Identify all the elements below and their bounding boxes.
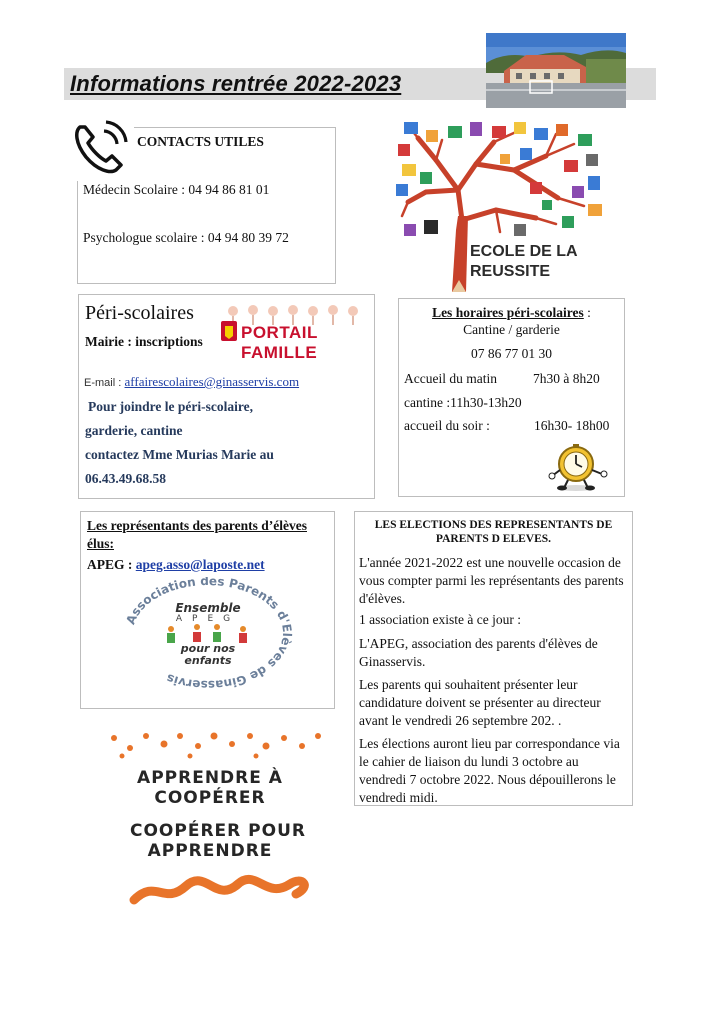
periscolaires-title: Péri-scolaires [85,302,194,324]
horaires-matin-label: Accueil du matin [404,371,497,386]
portail-famille-text: PORTAIL FAMILLE [241,323,318,362]
horaires-title-suffix: : [583,305,591,320]
contacts-heading: CONTACTS UTILES [137,134,264,149]
apeg-email-link[interactable]: apeg.asso@laposte.net [135,557,265,572]
elections-paragraph-5: Les élections auront lieu par correspondance via le cahier de liaison du lundi 3 octobre au vendredi 7 octobre 2022. Nous dépouillerons le vendredi midi. [359,736,620,805]
contact-psychologue: Psychologue scolaire : 04 94 80 39 72 [83,230,289,245]
contact-medecin: Médecin Scolaire : 04 94 86 81 01 [83,182,270,197]
poster-line-4: APPRENDRE [147,841,273,861]
cooperer-poster [106,728,336,918]
apeg-line [87,556,265,574]
poster-brush-stroke [134,879,304,900]
poster-dots [111,733,321,759]
apeg-label: APEG : [87,557,133,572]
elections-paragraph-2: 1 association existe à ce jour : [359,612,521,627]
horaires-subtitle: Cantine / garderie [463,322,560,337]
apeg-logo-letters: APEG [175,614,241,624]
school-photo [486,33,626,108]
elections-paragraph-4: Les parents qui souhaitent présenter leur candidature doivent se présenter au directeur avant le vendredi 26 septembre 202. . [359,677,601,728]
horaires-phone: 07 86 77 01 30 [471,346,552,361]
clock-mascot-icon [548,440,610,492]
horaires-matin-time: 7h30 à 8h20 [533,371,600,386]
poster-line-3: COOPÉRER POUR [130,821,306,841]
email-label: E-mail : [84,377,122,389]
periscolaires-join-line-1: Pour joindre le péri-scolaire, [88,399,253,414]
apeg-logo-top: Ensemble [175,601,241,615]
ecole-reussite-illustration [396,120,608,292]
apeg-logo-bottom-1: pour nos [180,642,236,655]
horaires-cantine: cantine :11h30-13h20 [404,395,522,410]
apeg-logo-bottom-2: enfants [184,654,232,667]
elections-title: LES ELECTIONS DES REPRESENTANTS DE PARENTS D ELEVES. [374,519,613,545]
horaires-title-line [398,305,625,321]
representants-title: Les représentants des parents d’élèves élus: [87,518,307,551]
portail-famille-logo [219,303,363,362]
elections-paragraph-3: L'APEG, association des parents d'élèves de Ginasservis. [359,636,598,669]
periscolaires-subtitle: Mairie : inscriptions [85,334,203,349]
phone-icon [66,113,134,181]
periscolaires-phone: 06.43.49.68.58 [85,471,166,486]
apeg-logo [113,577,303,689]
horaires-title: Les horaires péri-scolaires [432,305,584,320]
apeg-ring-text: Association des Parents d'Elèves de Ginasservis [123,577,295,689]
email-link[interactable]: affairescolaires@ginasservis.com [124,374,300,389]
periscolaires-join-line-3: contactez Mme Murias Marie au [85,447,274,462]
ecole-reussite-label: ECOLE DE LA REUSSITE [470,243,577,280]
horaires-soir-time: 16h30- 18h00 [534,418,610,433]
page-title: Informations rentrée 2022-2023 [70,71,402,96]
horaires-soir-label: accueil du soir : [404,418,490,433]
poster-line-2: COOPÉRER [154,788,266,808]
elections-paragraph-1: L'année 2021-2022 est une nouvelle occasion de vous compter parmi les représentants des parents d'élèves. [359,555,624,606]
email-line [84,373,299,392]
poster-line-1: APPRENDRE À [137,768,283,788]
periscolaires-join-line-2: garderie, cantine [85,423,183,438]
